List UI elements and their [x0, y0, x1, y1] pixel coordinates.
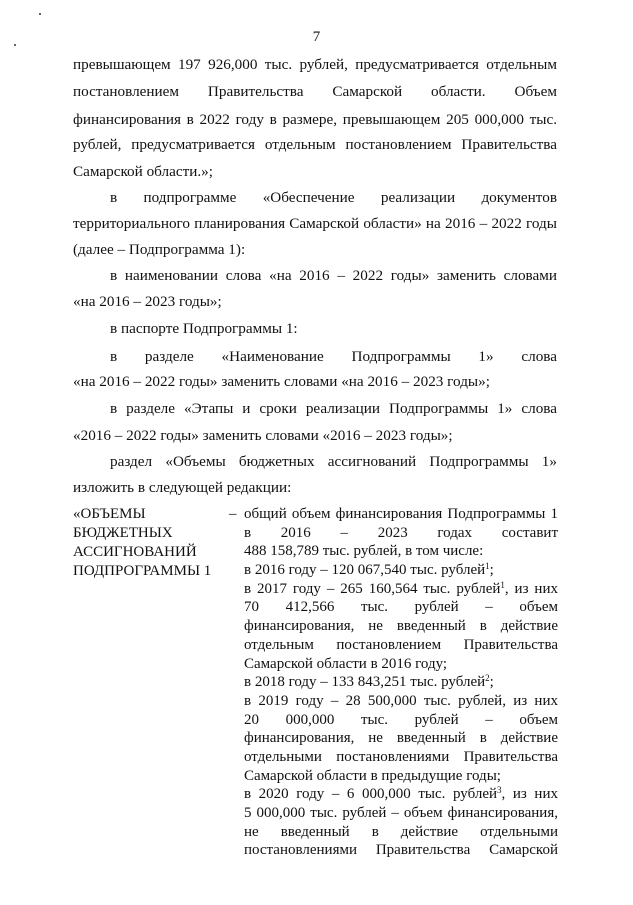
text-line: рублей, предусматривается отдельным постановлением Правительства	[73, 136, 557, 153]
text-line: территориального планирования Самарской области» на 2016 – 2022 годы	[73, 215, 557, 232]
value-line: в 2019 году – 28 500,000 тыс. рублей, из них	[244, 692, 558, 709]
text-line: в паспорте Подпрограммы 1:	[110, 320, 298, 337]
footnote-mark: 3	[497, 785, 502, 796]
label-line: «ОБЪЕМЫ	[73, 506, 146, 522]
text-line: «2016 – 2022 годы» заменить словами «2016 – 2023 годы»;	[73, 427, 453, 444]
value-line: отдельными постановлениями Правительства	[244, 748, 558, 765]
value-line: финансирования, не введенный в действие	[244, 730, 558, 747]
text-line: в наименовании слова «на 2016 – 2022 годы» заменить словами	[110, 267, 557, 284]
text-line: (далее – Подпрограмма 1):	[73, 241, 246, 258]
text-line: в разделе «Наименование Подпрограммы 1» слова	[110, 348, 557, 365]
value-text: ;	[489, 674, 494, 691]
scan-speck	[39, 13, 41, 15]
value-line: 5 000,000 тыс. рублей – объем финансирования,	[244, 805, 558, 821]
value-text: , из них	[504, 580, 558, 597]
text-line: постановлением Правительства Самарской области. Объем	[73, 83, 557, 100]
value-line: общий объем финансирования Подпрограммы 1	[244, 506, 558, 522]
text-line: в подпрограмме «Обеспечение реализации документов	[110, 189, 557, 206]
value-line: Самарской области в предыдущие годы;	[244, 767, 501, 784]
text-line: в разделе «Этапы и сроки реализации Подпрограммы 1» слова	[110, 400, 557, 417]
text-line: изложить в следующей редакции:	[73, 479, 292, 496]
text-line: превышающем 197 926,000 тыс. рублей, предусматривается отдельным	[73, 56, 557, 73]
value-line: 70 412,566 тыс. рублей – объем	[244, 599, 558, 616]
text-line: «на 2016 – 2022 годы» заменить словами «на 2016 – 2023 годы»;	[73, 373, 490, 390]
page-number: 7	[312, 29, 321, 45]
value-line: постановлениями Правительства Самарской	[244, 842, 558, 859]
footnote-mark: 2	[485, 673, 490, 684]
value-line: отдельным постановлением Правительства	[244, 636, 558, 653]
value-line: не введенный в действие отдельными	[244, 823, 558, 840]
value-text: в 2016 году – 120 067,540 тыс. рублей	[244, 562, 486, 579]
passport-dash: –	[229, 506, 237, 522]
value-line: в 2016 – 2023 годах составит	[244, 524, 558, 541]
value-text: , из них	[501, 786, 558, 803]
value-line: 488 158,789 тыс. рублей, в том числе:	[244, 543, 484, 560]
value-line: Самарской области в 2016 году;	[244, 655, 448, 672]
value-text: в 2017 году – 265 160,564 тыс. рублей	[244, 580, 501, 597]
text-line: «на 2016 – 2023 годы»;	[73, 293, 222, 310]
value-text: ;	[489, 562, 494, 579]
value-text: в 2018 году – 133 843,251 тыс. рублей	[244, 674, 486, 691]
value-line	[244, 673, 558, 692]
footnote-mark: 1	[500, 579, 505, 590]
label-line: АССИГНОВАНИЙ	[73, 544, 197, 560]
text-line: Самарской области.»;	[73, 163, 213, 180]
value-line	[244, 561, 558, 580]
value-line	[244, 580, 558, 599]
label-line: ПОДПРОГРАММЫ 1	[73, 563, 212, 579]
label-line: БЮДЖЕТНЫХ	[73, 525, 173, 541]
text-line: финансирования в 2022 году в размере, превышающем 205 000,000 тыс.	[73, 111, 557, 128]
footnote-mark: 1	[485, 561, 490, 572]
text-line: раздел «Объемы бюджетных ассигнований Подпрограммы 1»	[110, 453, 557, 470]
passport-value	[244, 505, 558, 860]
value-line	[244, 785, 558, 804]
value-line: финансирования, не введенный в действие	[244, 618, 558, 635]
value-text: в 2020 году – 6 000,000 тыс. рублей	[244, 786, 498, 803]
value-line: 20 000,000 тыс. рублей – объем	[244, 711, 558, 728]
